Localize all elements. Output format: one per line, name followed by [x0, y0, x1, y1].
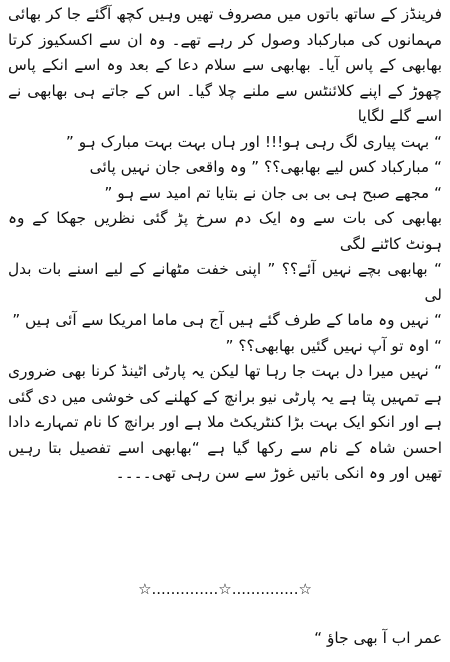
section-divider: ☆..............☆..............☆ [138, 580, 312, 598]
paragraph-3: “ مبارکباد کس لیے بھابھی؟؟ ” وہ واقعی جان نہیں پائی [89, 158, 442, 176]
paragraph-9: “ نہیں میرا دل بہت جا رہا تھا لیکن یہ پارٹی اٹینڈ کرنا بھی ضروری ہے تمہیں پتا ہے یہ پارٹی نیو برانچ کے کھلنے کی خوشی میں دی گئی ہے اور انکو ایک بہت بڑا کنٹریکٹ ملا ہے اور برانچ کا نام تمہارے دادا احسن شاہ کے نام سے رکھا گیا ہے “بھابھی اسے تفصیل بتا رہیں تھیں اور وہ انکی باتیں غوڑ سے سن رہی تھی۔۔۔۔ [8, 362, 442, 482]
closing-line: عمر اب آ بھی جاؤ “ [314, 629, 442, 647]
paragraph-4: “ مجھے صبح ہی بی بی جان نے بتایا تم امید سے ہو ” [104, 183, 442, 202]
paragraph-7: “ نہیں وہ ماما کے طرف گئے ہیں آج ہی ماما امریکا سے آئی ہیں ” [12, 311, 442, 329]
paragraph-6: “ بھابھی بچے نہیں آئے؟؟ ” اپنی خفت مٹھانے کے لیے اسنے بات بدل لی [8, 260, 442, 304]
paragraph-1: فرینڈز کے ساتھ باتوں میں مصروف تھیں وہیں کچھ آگئے جا کر بھائی مہمانوں کی مبارکباد وصول کر رہے تھے۔ وہ ان سے اکسکیوز کرتا بھابھی کے پاس آیا۔ بھابھی سے سلام دعا کے بعد وہ اسے انکے پاس چھوڑ کے اپنے کلائنٹس سے ملنے چلا گیا۔ اس کے جاتے ہی بھابھی نے اسے گلے لگایا [8, 5, 442, 125]
story-text [8, 2, 442, 487]
paragraph-5: بھابھی کی بات سے وہ ایک دم سرخ پڑ گئی نظریں جھکا کے وہ ہونٹ کاٹنے لگی [8, 209, 442, 253]
paragraph-2: “ بہت پیاری لگ رہی ہو!!! اور ہاں بہت بہت مبارک ہو ” [65, 132, 442, 151]
paragraph-8: “ اوہ تو آپ نہیں گئیں بھابھی؟؟ ” [225, 336, 442, 355]
